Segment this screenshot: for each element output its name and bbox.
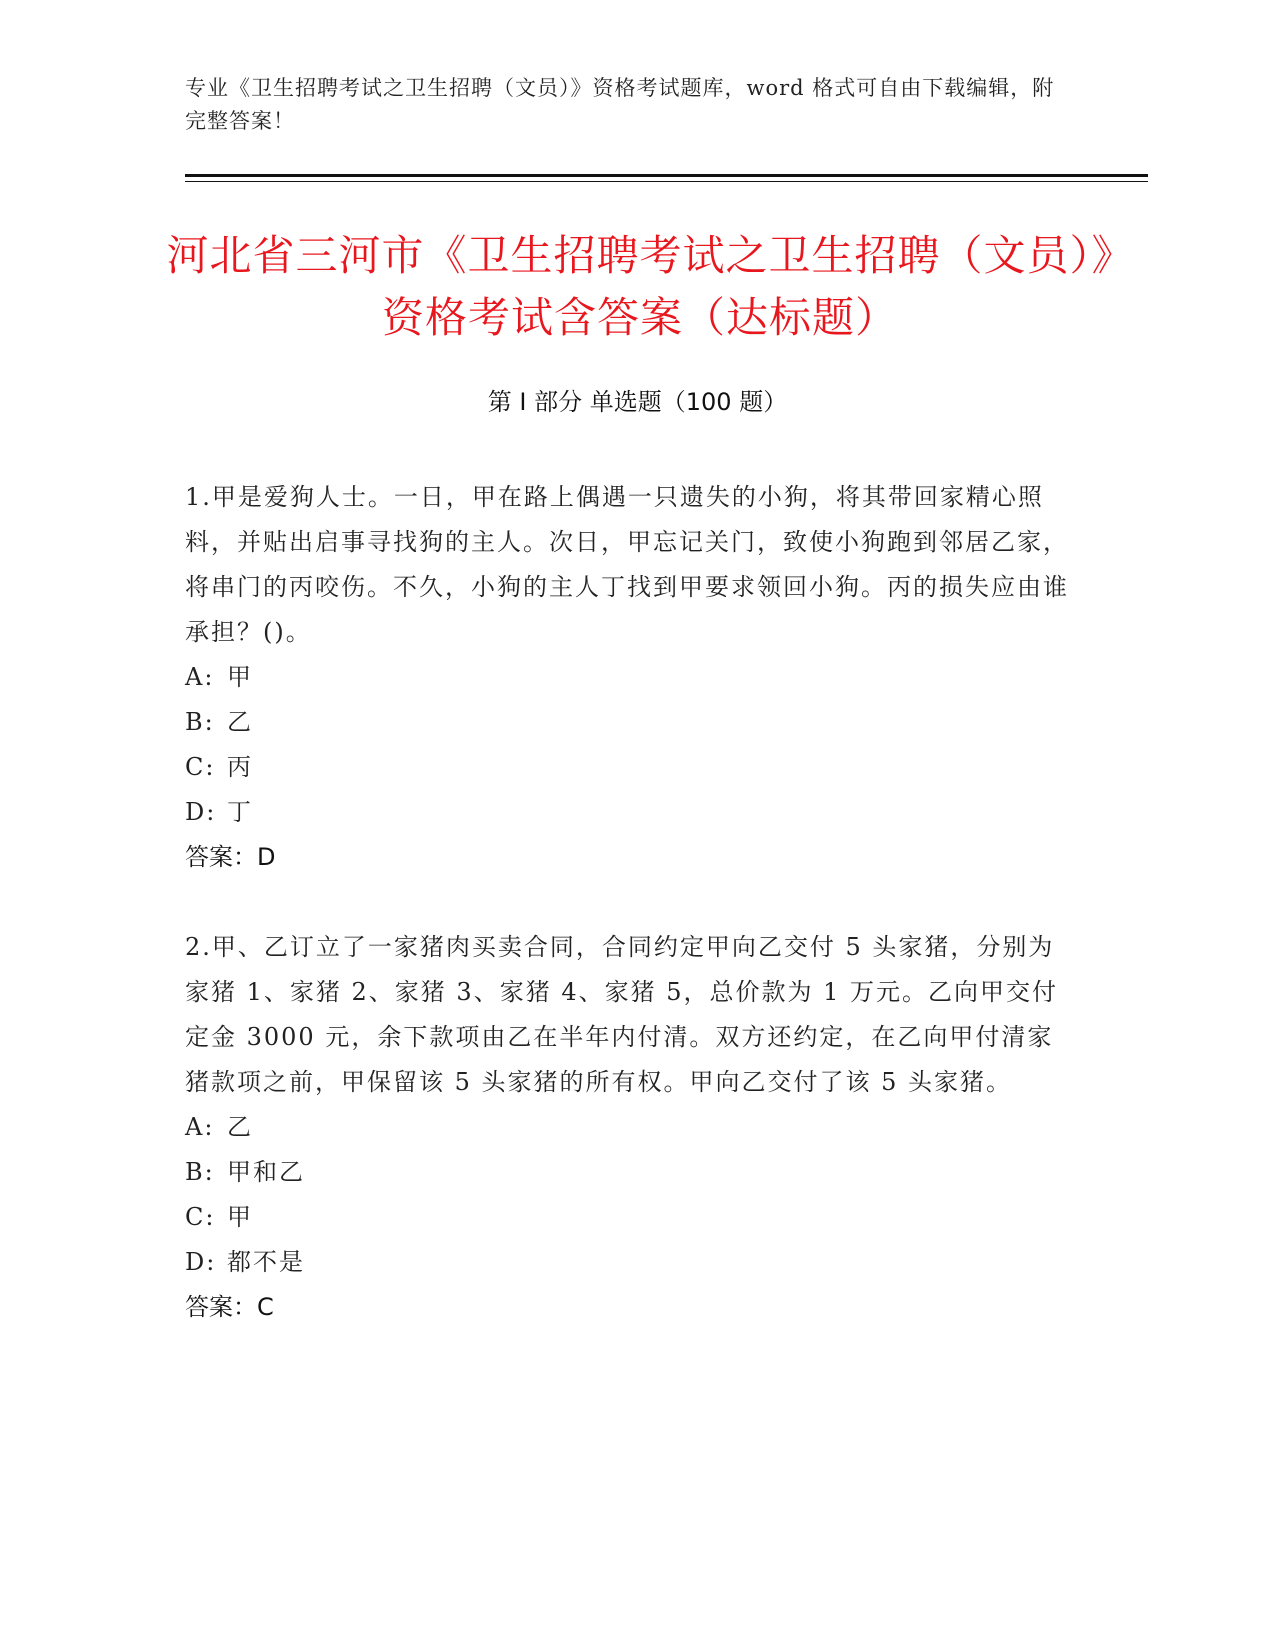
option-c xyxy=(185,1195,1075,1240)
option-d xyxy=(185,790,1075,835)
answer: 答案：D xyxy=(185,843,276,871)
option-key: D: xyxy=(185,1248,217,1276)
option-b xyxy=(185,1150,1075,1195)
question-2 xyxy=(185,925,1075,1330)
option-d xyxy=(185,1240,1075,1285)
option-key: C: xyxy=(185,1203,216,1231)
option-text: 乙 xyxy=(227,1113,253,1141)
option-text: 乙 xyxy=(227,708,253,736)
section-title: 第 I 部分 单选题（100 题） xyxy=(487,388,788,416)
answer: 答案：C xyxy=(185,1293,274,1321)
header-note: 专业《卫生招聘考试之卫生招聘（文员）》资格考试题库，word 格式可自由下载编辑，附完整答案！ xyxy=(185,76,1055,133)
question-1 xyxy=(185,475,1075,880)
option-text: 甲 xyxy=(227,1203,253,1231)
option-key: B: xyxy=(185,1158,215,1186)
question-stem: 1.甲是爱狗人士。一日，甲在路上偶遇一只遗失的小狗，将其带回家精心照料，并贴出启事寻找狗的主人。次日，甲忘记关门，致使小狗跑到邻居乙家，将串门的丙咬伤。不久，小狗的主人丁找到甲要求领回小狗。丙的损失应由谁承担？()。 xyxy=(185,483,1069,646)
option-key: C: xyxy=(185,753,216,781)
option-text: 甲和乙 xyxy=(227,1158,305,1186)
header-divider-thick xyxy=(185,174,1148,177)
option-key: D: xyxy=(185,798,217,826)
header-divider-thin xyxy=(185,181,1148,182)
option-c xyxy=(185,745,1075,790)
option-text: 丙 xyxy=(227,753,253,781)
option-key: A: xyxy=(185,1113,215,1141)
question-stem: 2.甲、乙订立了一家猪肉买卖合同，合同约定甲向乙交付 5 头家猪，分别为家猪 1、家猪 2、家猪 3、家猪 4、家猪 5，总价款为 1 万元。乙向甲交付定金 3000 元，余下款项由乙在半年内付清。双方还约定，在乙向甲付清家猪款项之前，甲保留该 5 头家猪的所有权。甲向乙交付了该 5 头家猪。 xyxy=(185,933,1059,1096)
option-text: 甲 xyxy=(227,663,253,691)
option-a xyxy=(185,1105,1075,1150)
option-key: A: xyxy=(185,663,215,691)
option-text: 都不是 xyxy=(227,1248,305,1276)
option-b xyxy=(185,700,1075,745)
option-text: 丁 xyxy=(227,798,253,826)
document-title: 河北省三河市《卫生招聘考试之卫生招聘（文员）》资格考试含答案（达标题） xyxy=(166,231,1114,342)
option-a xyxy=(185,655,1075,700)
option-key: B: xyxy=(185,708,215,736)
